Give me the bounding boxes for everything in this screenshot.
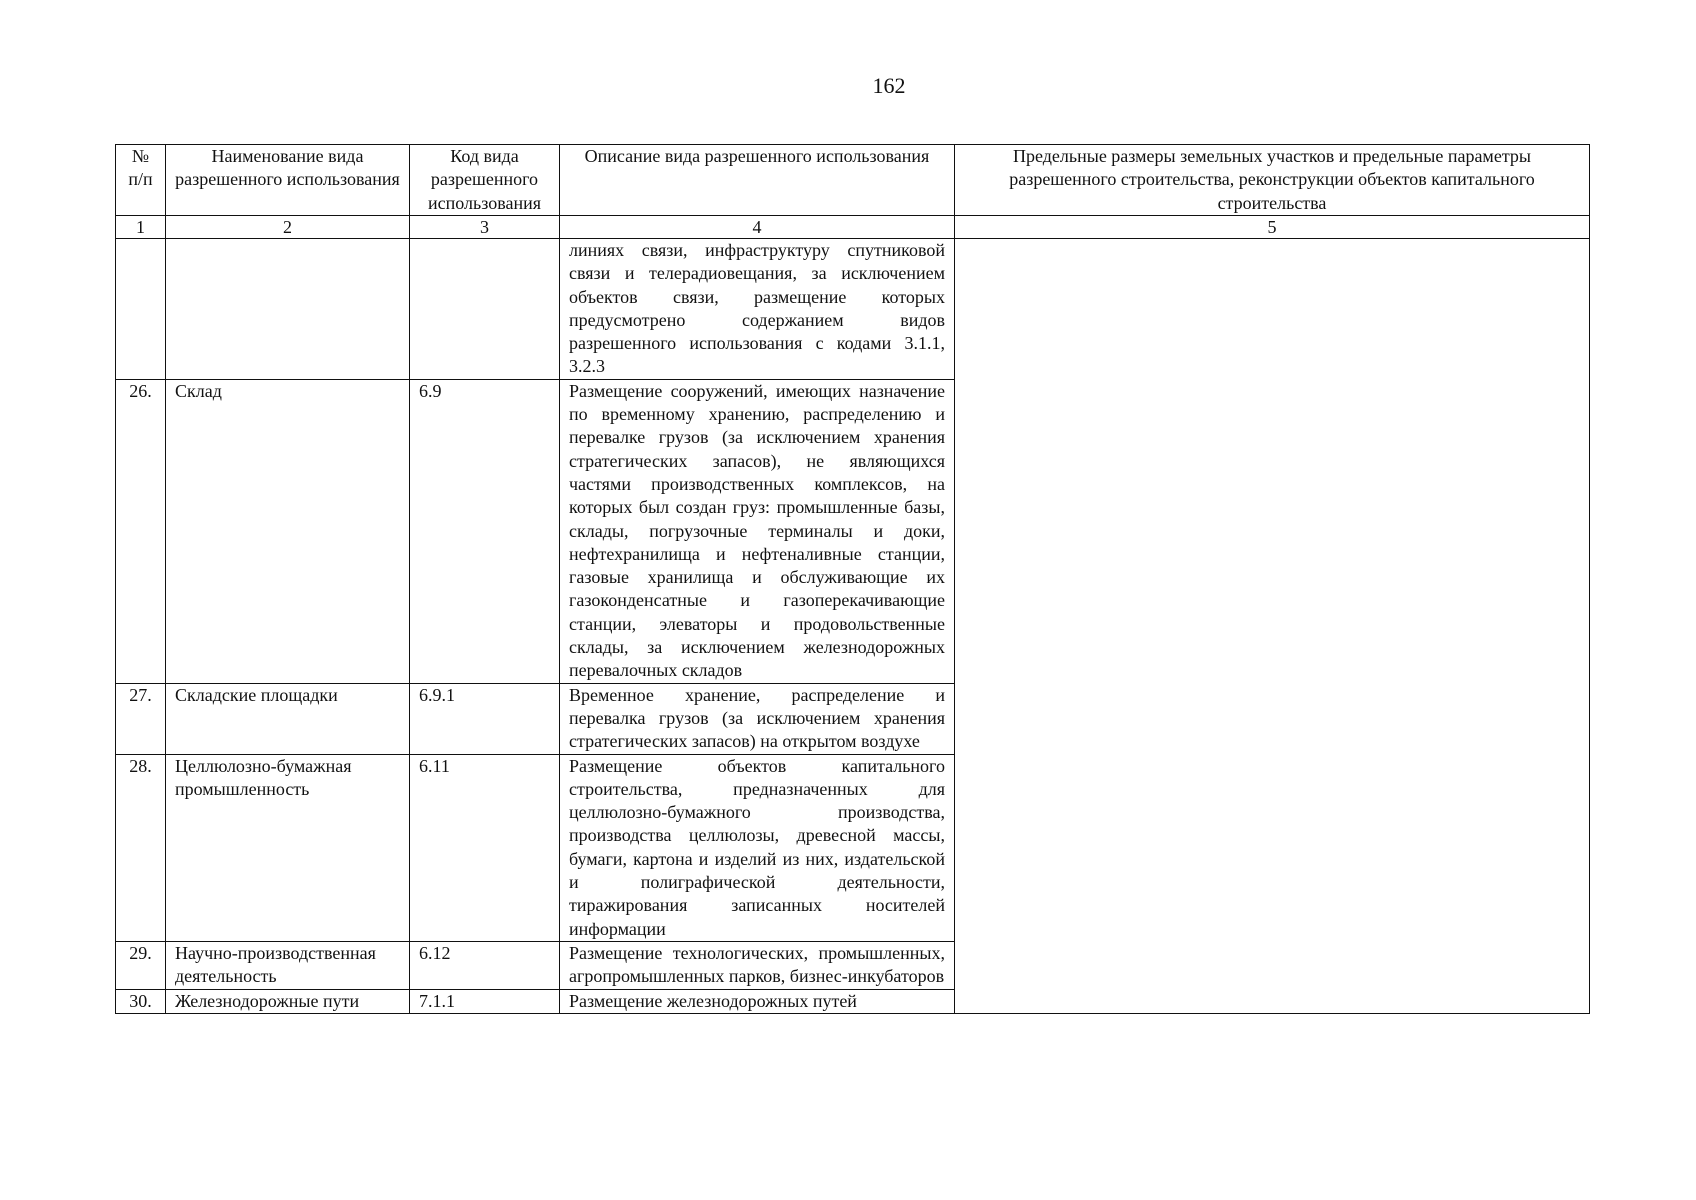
use-description: Временное хранение, распределение и перевалка грузов (за исключением хранения стратегических запасов) на открытом воздухе — [560, 683, 955, 754]
column-number-row — [116, 216, 1590, 239]
table-row — [116, 239, 1590, 380]
use-description: Размещение технологических, промышленных, агропромышленных парков, бизнес-инкубаторов — [560, 941, 955, 989]
header-code: Код вида разрешенного использования — [410, 145, 560, 216]
column-number: 1 — [116, 216, 166, 239]
limits-cell — [955, 239, 1590, 1014]
use-description: Размещение объектов капитального строительства, предназначенных для целлюлозно-бумажного производства, производства целлюлозы, древесной массы, бумаги, картона и изделий из них, издательской и полиграфической деятельности, тиражирования записанных носителей информации — [560, 754, 955, 941]
table-header-row — [116, 145, 1590, 216]
row-number: 30. — [116, 989, 166, 1013]
row-number: 29. — [116, 941, 166, 989]
use-code: 6.9.1 — [410, 683, 560, 754]
header-limits: Предельные размеры земельных участков и предельные параметры разрешенного строительства, реконструкции объектов капитального строительства — [955, 145, 1590, 216]
column-number: 2 — [166, 216, 410, 239]
use-description: линиях связи, инфраструктуру спутниковой связи и телерадиовещания, за исключением объектов связи, размещение которых предусмотрено содержанием видов разрешенного использования с кодами 3.1.1, 3.2.3 — [560, 239, 955, 380]
header-description: Описание вида разрешенного использования — [560, 145, 955, 216]
use-name: Железнодорожные пути — [166, 989, 410, 1013]
use-name: Научно-производственная деятельность — [166, 941, 410, 989]
use-code: 6.9 — [410, 379, 560, 683]
use-name: Целлюлозно-бумажная промышленность — [166, 754, 410, 941]
land-use-table — [115, 144, 1590, 1014]
use-name — [166, 239, 410, 380]
row-number: 27. — [116, 683, 166, 754]
use-code: 6.12 — [410, 941, 560, 989]
column-number: 5 — [955, 216, 1590, 239]
row-number — [116, 239, 166, 380]
row-number: 26. — [116, 379, 166, 683]
use-description: Размещение сооружений, имеющих назначение по временному хранению, распределению и перевалке грузов (за исключением хранения стратегических запасов), не являющихся частями производственных комплексов, на которых был создан груз: промышленные базы, склады, погрузочные терминалы и доки, нефтехранилища и нефтеналивные станции, газовые хранилища и обслуживающие их газоконденсатные и газоперекачивающие станции, элеваторы и продовольственные склады, за исключением железнодорожных перевалочных складов — [560, 379, 955, 683]
page-number: 162 — [872, 73, 906, 98]
use-code: 7.1.1 — [410, 989, 560, 1013]
header-num: № п/п — [116, 145, 166, 216]
column-number: 4 — [560, 216, 955, 239]
use-name: Склад — [166, 379, 410, 683]
row-number: 28. — [116, 754, 166, 941]
use-description: Размещение железнодорожных путей — [560, 989, 955, 1013]
column-number: 3 — [410, 216, 560, 239]
header-name: Наименование вида разрешенного использования — [166, 145, 410, 216]
use-code — [410, 239, 560, 380]
use-code: 6.11 — [410, 754, 560, 941]
use-name: Складские площадки — [166, 683, 410, 754]
